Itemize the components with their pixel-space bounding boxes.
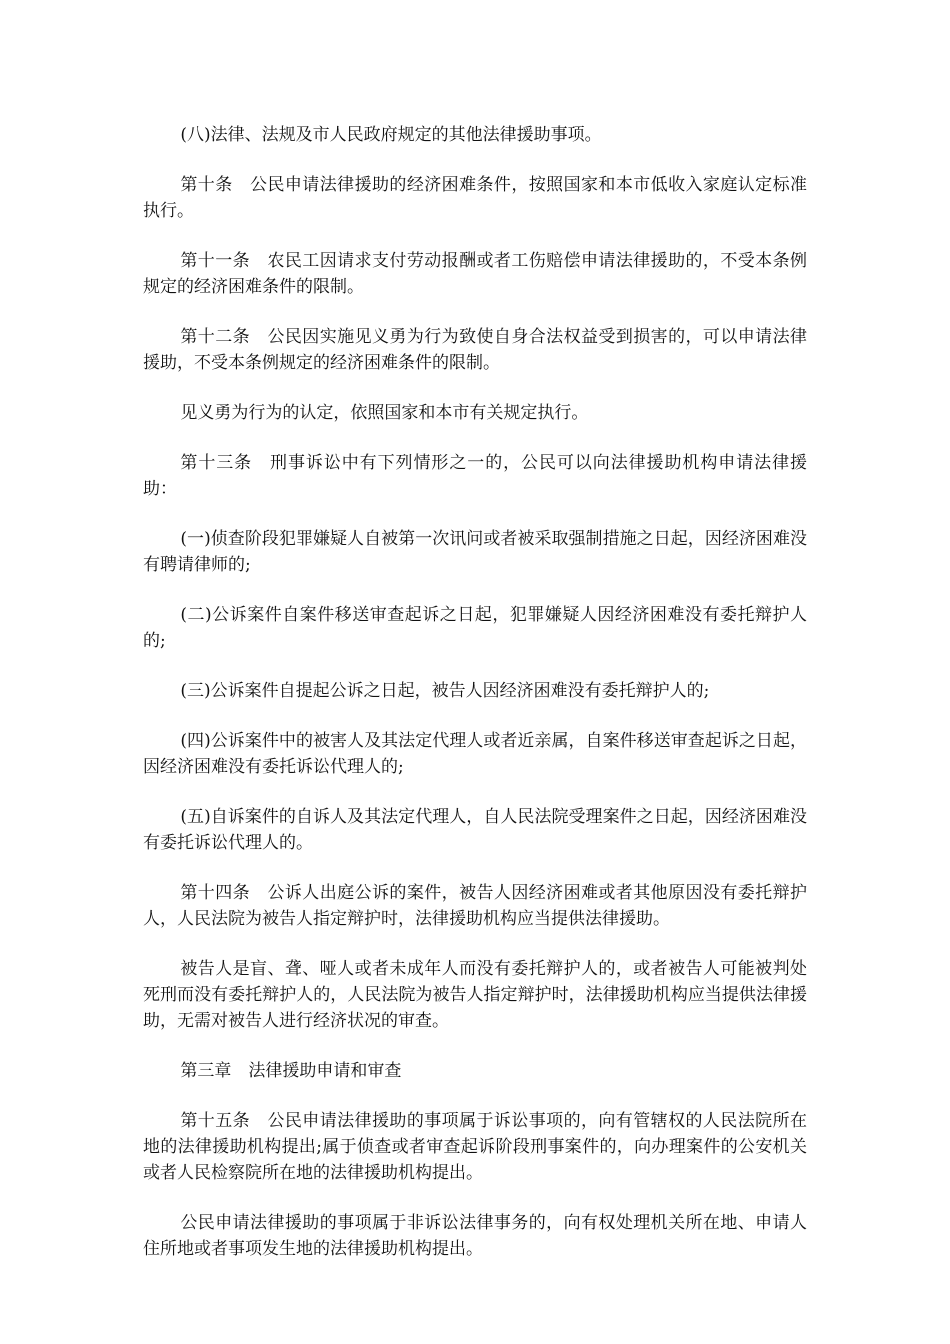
article-13-item-5: (五)自诉案件的自诉人及其法定代理人，自人民法院受理案件之日起，因经济困难没有委托诉讼代理人的。: [143, 807, 807, 853]
article-14-clause: 被告人是盲、聋、哑人或者未成年人而没有委托辩护人的，或者被告人可能被判处死刑而没有委托辩护人的，人民法院为被告人指定辩护时，法律援助机构应当提供法律援助，无需对被告人进行经济状况的审查。: [143, 959, 807, 1031]
article-13-item-1: (一)侦查阶段犯罪嫌疑人自被第一次讯问或者被采取强制措施之日起，因经济困难没有聘请律师的;: [143, 529, 807, 575]
article-15-clause: 公民申请法律援助的事项属于非诉讼法律事务的，向有权处理机关所在地、申请人住所地或者事项发生地的法律援助机构提出。: [143, 1213, 807, 1259]
article-13-item-3: (三)公诉案件自提起公诉之日起，被告人因经济困难没有委托辩护人的;: [180, 681, 710, 701]
paragraph-item-8: (八)法律、法规及市人民政府规定的其他法律援助事项。: [180, 125, 602, 145]
article-12-clause: 见义勇为行为的认定，依照国家和本市有关规定执行。: [180, 403, 589, 423]
article-13-item-4: (四)公诉案件中的被害人及其法定代理人或者近亲属，自案件移送审查起诉之日起，因经济困难没有委托诉讼代理人的;: [143, 731, 807, 777]
article-12: 第十二条 公民因实施见义勇为行为致使自身合法权益受到损害的，可以申请法律援助，不受本条例规定的经济困难条件的限制。: [143, 327, 807, 373]
article-10: 第十条 公民申请法律援助的经济困难条件，按照国家和本市低收入家庭认定标准执行。: [143, 175, 807, 221]
article-14: 第十四条 公诉人出庭公诉的案件，被告人因经济困难或者其他原因没有委托辩护人，人民法院为被告人指定辩护时，法律援助机构应当提供法律援助。: [143, 883, 807, 929]
article-11: 第十一条 农民工因请求支付劳动报酬或者工伤赔偿申请法律援助的，不受本条例规定的经济困难条件的限制。: [143, 251, 807, 297]
document-body: [143, 122, 807, 1286]
chapter-3-heading: 第三章 法律援助申请和审查: [180, 1061, 402, 1081]
article-13: 第十三条 刑事诉讼中有下列情形之一的，公民可以向法律援助机构申请法律援助：: [143, 453, 807, 499]
article-13-item-2: (二)公诉案件自案件移送审查起诉之日起，犯罪嫌疑人因经济困难没有委托辩护人的;: [143, 605, 807, 651]
article-15: 第十五条 公民申请法律援助的事项属于诉讼事项的，向有管辖权的人民法院所在地的法律援助机构提出;属于侦查或者审查起诉阶段刑事案件的，向办理案件的公安机关或者人民检察院所在地的法律援助机构提出。: [143, 1111, 807, 1183]
